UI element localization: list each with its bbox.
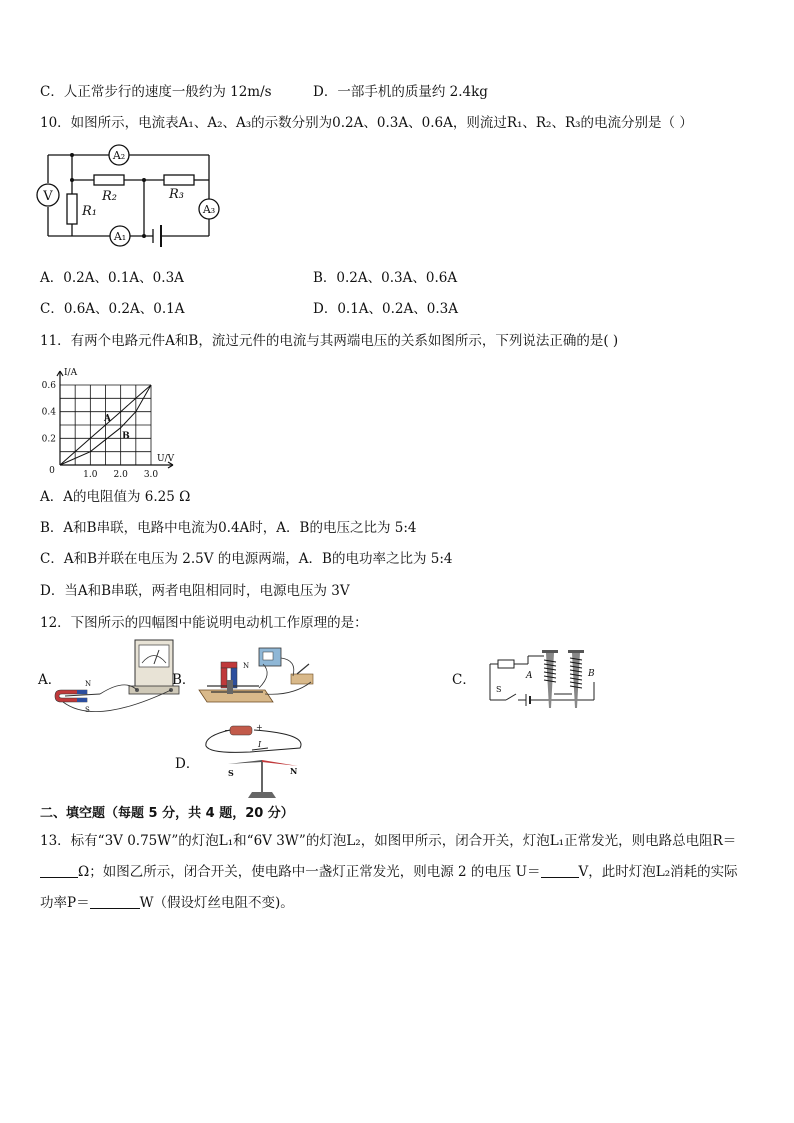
y-tick-label: 0.4 [41,407,56,418]
q11-stem: 11．有两个电路元件A和B，流过元件的电流与其两端电压的关系如图所示，下列说法正确的是( ) [40,333,619,349]
voltmeter-label: V [43,189,53,204]
fig-d-current-label: I [258,740,262,749]
q12-figure-a-galvanometer [55,636,185,716]
q11-option-d: D．当A和B串联，两者电阻相同时，电源电压为 3V [40,583,350,599]
fig-c-s-label: S [496,685,502,694]
q12-stem: 12．下图所示的四幅图中能说明电动机工作原理的是： [40,615,368,631]
resistor-r2-label: R₂ [102,189,117,204]
x-axis-label: U/V [157,454,175,464]
q10-option-b: B．0.2A、0.3A、0.6A [313,270,458,286]
q10-option-a: A．0.2A、0.1A、0.3A [40,270,184,286]
fig-c-a-label: A [526,671,533,681]
x-tick-label: 3.0 [143,470,159,480]
ammeter-a2-label: A₂ [112,149,126,162]
svg-text:−: − [224,726,231,735]
q10-circuit-diagram [38,146,223,246]
q13-line-1: 13．标有“3V 0.75W”的灯泡L₁和“6V 3W”的灯泡L₂，如图甲所示，闭合开关，灯泡L₁正常发光，则电路总电阻R＝ [40,833,737,849]
answer-blank-power[interactable] [90,894,140,909]
answer-blank-voltage[interactable] [541,863,579,878]
fig-a-n-label: N [85,680,92,688]
q10-option-d: D．0.1A、0.2A、0.3A [313,301,458,317]
svg-text:+: + [256,723,263,732]
q12-figure-c-electromagnets [484,644,604,714]
q13-line-2-part-a: Ω；如图乙所示，闭合开关，使电路中一盏灯正常发光，则电源 2 的电压 U＝ [78,864,541,880]
q12-label-b: B． [172,672,196,688]
section-2-title: 二、填空题（每题 5 分，共 4 题，20 分） [40,806,294,821]
y-tick-label: 0.6 [41,381,56,391]
q12-figure-d-oersted [200,722,312,802]
q10-option-c: C．0.6A、0.2A、0.1A [40,301,185,317]
resistor-r1-label: R₁ [82,204,97,219]
q13-line-3-part-b: W（假设灯丝电阻不变)。 [139,895,294,911]
q12-label-c: C． [452,672,476,688]
resistor-r3-label: R₃ [169,187,184,202]
fig-a-s-label: S [85,706,90,714]
ammeter-a1-label: A₁ [113,230,127,243]
q13-line-2-part-b: V，此时灯泡L₂消耗的实际 [578,864,738,880]
y-tick-label: 0.2 [41,434,56,445]
fig-d-s-label: S [228,768,234,778]
y-axis-label: I/A [64,368,78,378]
series-label-a: A [103,414,111,424]
q11-option-a: A．A的电阻值为 6.25 Ω [40,489,191,505]
x-tick-label: 1.0 [83,470,98,480]
fig-d-n-label: N [290,766,298,776]
q11-option-b: B．A和B串联，电路中电流为0.4A时，A．B的电压之比为 5:4 [40,520,417,536]
q9-option-c: C．人正常步行的速度一般约为 12m/s [40,84,272,100]
q10-stem: 10．如图所示，电流表A₁、A₂、A₃的示数分别为0.2A、0.3A、0.6A，则流过R₁、R₂、R₃的电流分别是（ ） [40,115,693,131]
q13-line-3 [40,894,294,912]
x-tick-label: 2.0 [113,470,128,480]
q12-label-d: D． [175,756,200,772]
q12-label-a: A． [38,672,62,688]
q9-option-d: D．一部手机的质量约 2.4kg [313,84,488,100]
q11-iv-chart [38,358,188,478]
ammeter-a3-label: A₃ [202,203,216,216]
fig-c-b-label: B [588,669,595,679]
q13-line-2 [40,863,738,881]
q12-figure-b-motor [193,640,321,710]
q13-line-3-part-a: 功率P＝ [40,895,90,911]
svg-text:N: N [243,662,250,670]
series-label-b: B [122,431,130,442]
answer-blank-resistance[interactable] [40,863,78,878]
q11-option-c: C．A和B并联在电压为 2.5V 的电源两端，A．B的电功率之比为 5:4 [40,551,453,567]
origin-label: 0 [49,466,55,476]
